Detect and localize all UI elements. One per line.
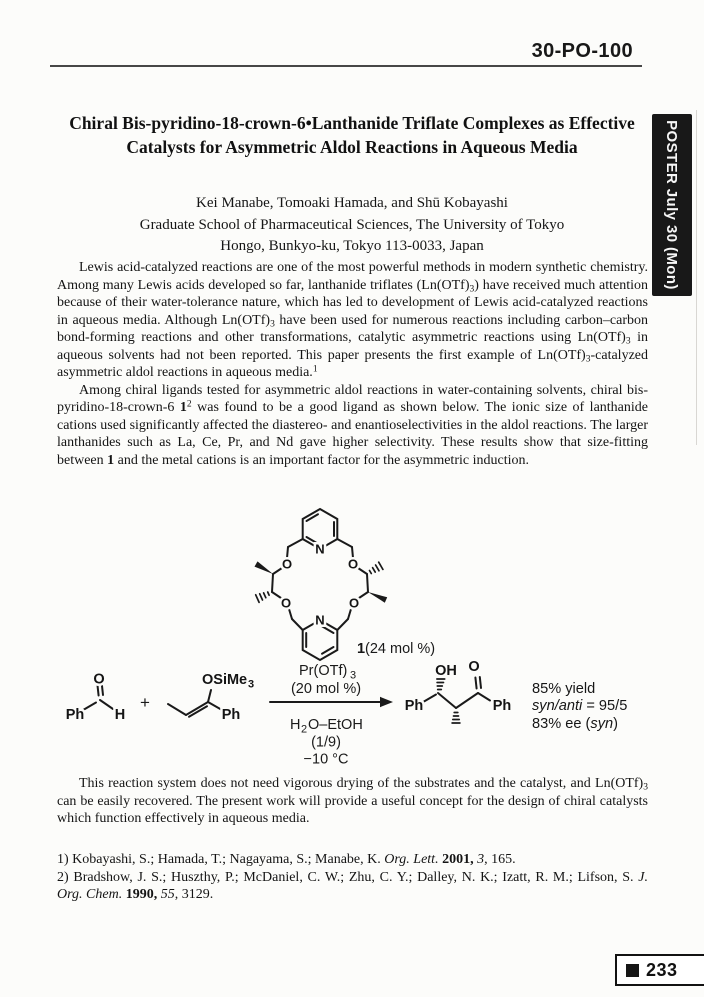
phenyl-label: Ph [65, 707, 85, 723]
oxygen-label-top-right: O [347, 556, 359, 572]
silyl-enol-ether-structure [168, 672, 254, 723]
hash-methyl-top-right [370, 562, 383, 573]
hash-bond-hydroxyl [437, 679, 445, 690]
plus-sign: + [140, 693, 150, 712]
affiliation-line-1: Graduate School of Pharmaceutical Sciences, The University of Tokyo [139, 216, 565, 233]
reference-2: 2) Bradshow, J. S.; Huszthy, P.; McDaniel, C. W.; Zhu, C. Y.; Dalley, N. K.; Izatt, R. M.; Lifson, S. J. Org. Chem. 1990, 55, 3129. [57, 869, 648, 903]
osime3-label: OSiMe [202, 672, 248, 688]
oxygen-label-bottom-right: O [348, 595, 360, 611]
reaction-arrow [270, 697, 393, 707]
title-line-1: Chiral Bis-pyridino-18-crown-6•Lanthanide Triflate Complexes as Effective [69, 113, 635, 133]
benzaldehyde-structure [66, 672, 126, 724]
closing-paragraph-block [57, 775, 648, 828]
affiliation-line-2: Hongo, Bunkyo-ku, Tokyo 113-0033, Japan [220, 238, 484, 255]
results-text [532, 681, 627, 733]
scan-edge-line [696, 110, 697, 445]
abstract-paragraph-1: Lewis acid-catalyzed reactions are one of the most powerful methods in modern synthetic chemistry. Among many Lewis acids developed so far, lanthanide triflates (Ln(OTf)3) have received much attention because of their water-tolerance nature, which has led to development of Lewis acid-catalyzed reactions in aqueous media. Although Ln(OTf)3 have been used for numerous reactions including carbon–carbon bond-forming reactions and other transformations, catalytic asymmetric reactions using Ln(OTf)3 in aqueous solvents had not been reported. This paper presents the first example of Ln(OTf)3-catalyzed asymmetric aldol reactions in aqueous media.$^1$ [57, 260, 648, 381]
hydroxyl-label: OH [435, 663, 457, 679]
compound-loading-label: (24 mol %) [365, 641, 436, 657]
compound-number-label: 1 [357, 641, 366, 657]
paper-code: 30-PO-100 [531, 40, 633, 62]
nitrogen-label-top: N [315, 541, 325, 557]
hash-methyl-bottom-left [256, 592, 269, 602]
solvent-ratio-label: (1/9) [311, 734, 341, 751]
header-rule [50, 65, 642, 67]
product-phenyl-left-label: Ph [404, 698, 424, 714]
catalyst-loading-label: (20 mol %) [290, 681, 362, 697]
paper-title [57, 112, 647, 159]
aldol-product-structure [405, 659, 512, 723]
enol-phenyl-label: Ph [221, 707, 241, 723]
oxygen-label-bottom-left: O [280, 595, 292, 611]
catalyst-metal-label: Pr(OTf) [299, 663, 348, 679]
reference-1: 1) Kobayashi, S.; Hamada, T.; Nagayama, S.; Manabe, K. Org. Lett. 2001, 3, 165. [57, 852, 516, 867]
poster-session-tab [652, 114, 692, 296]
authors-line: Kei Manabe, Tomoaki Hamada, and Shū Kobayashi [196, 195, 508, 211]
poster-session-label: POSTER July 30 (Mon) [663, 120, 681, 290]
reaction-conditions [290, 663, 363, 768]
catalyst-metal-subscript: 3 [350, 669, 357, 682]
solvent-h-label: H [290, 717, 301, 733]
reaction-scheme [50, 638, 530, 775]
filled-square-icon [626, 964, 639, 977]
abstract-paragraph-2: Among chiral ligands tested for asymmetric aldol reactions in water-containing solvents, chiral bis-pyridino-18-crown-6 $1^2$ was found to be a good ligand as shown below. The ionic size of lanthanide cations used significantly affected the diastereo- and enantioselectivities in the aldol reactions. The larger lanthanides such as La, Ce, Pr, and Nd gave higher selectivity. These results show that size-fitting between 1 and the metal cations is an important factor for the asymmetric induction. [57, 382, 648, 469]
diastereoselectivity-line: syn/anti = 95/5 [532, 698, 628, 715]
page-number: 233 [646, 959, 678, 980]
oxygen-label-top-left: O [281, 556, 293, 572]
references-list [57, 851, 648, 904]
yield-line: 85% yield [532, 681, 596, 697]
ketone-oxygen-label: O [468, 659, 480, 675]
solvent-h2-subscript: 2 [301, 723, 308, 736]
osime3-subscript: 3 [248, 678, 255, 691]
carbonyl-oxygen-label: O [93, 671, 105, 688]
ee-line: 83% ee (syn) [532, 715, 619, 732]
product-phenyl-right-label: Ph [492, 698, 512, 714]
solvent-oetoh-label: O–EtOH [308, 717, 363, 733]
hash-bond-methyl [452, 713, 460, 724]
aldehyde-h-label: H [114, 707, 126, 723]
temperature-label: −10 °C [303, 751, 349, 768]
byline-block [57, 193, 647, 258]
abstract-body [57, 259, 648, 470]
nitrogen-label-bottom: N [315, 612, 325, 628]
page-number-box [615, 954, 704, 986]
abstract-paragraph-3: This reaction system does not need vigorous drying of the substrates and the catalyst, and Ln(OTf)3 can be easily recovered. The present work will provide a useful concept for the design of chiral catalysts which function effectively in aqueous media. [57, 776, 648, 827]
title-line-2: Catalysts for Asymmetric Aldol Reactions in Aqueous Media [126, 136, 578, 157]
